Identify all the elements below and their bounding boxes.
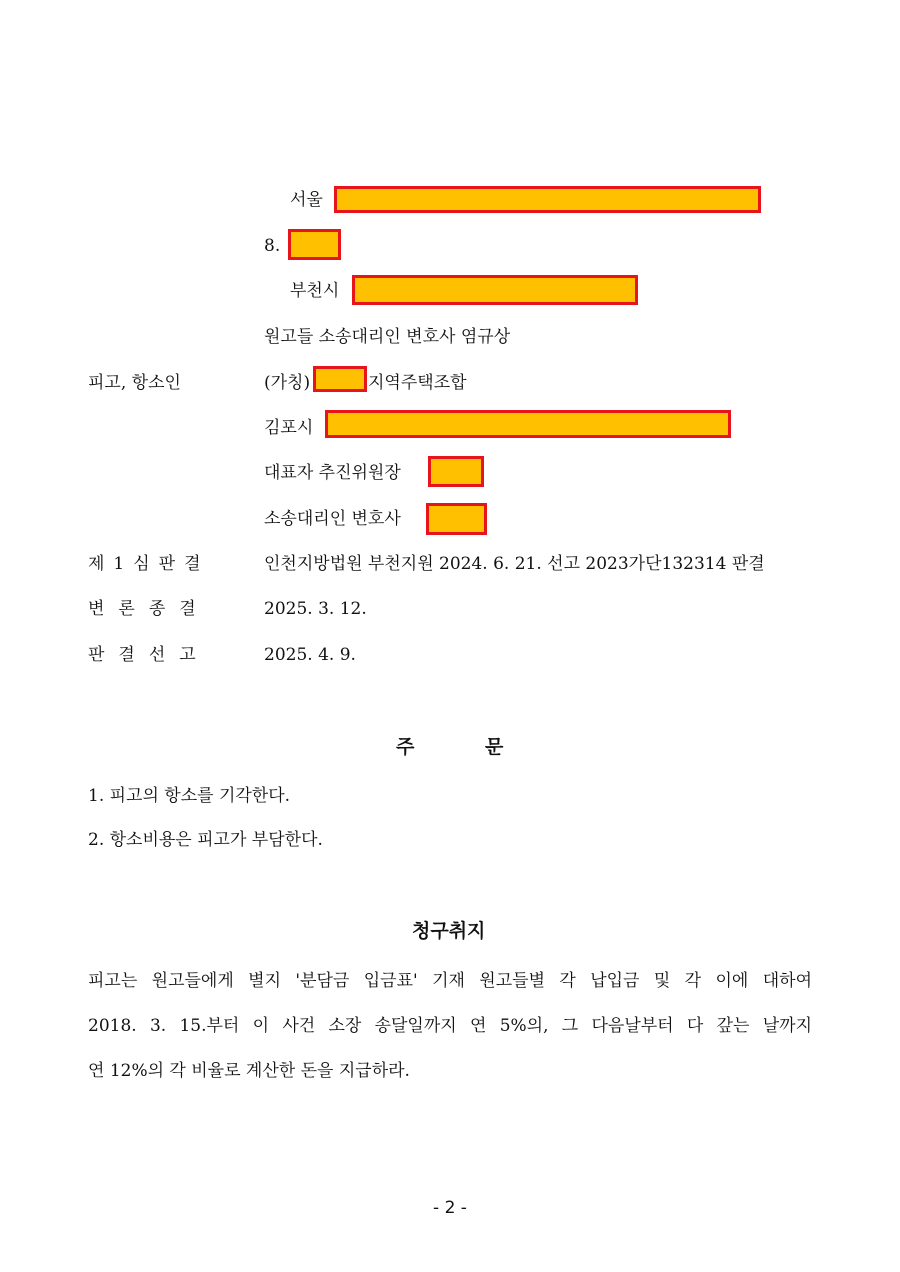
redaction-box-address-bucheon <box>352 275 638 305</box>
address-eight-label: 8. <box>264 236 281 256</box>
plaintiff-counsel: 원고들 소송대리인 변호사 염규상 <box>264 327 511 347</box>
redaction-box-representative <box>428 456 484 487</box>
address-gimpo-label: 김포시 <box>264 418 314 438</box>
defendant-name-prefix: (가칭) <box>264 373 311 393</box>
address-seoul-label: 서울 <box>290 190 323 210</box>
redaction-box-defendant-counsel <box>426 503 487 535</box>
defendant-label: 피고, 항소인 <box>88 373 181 393</box>
judgment-date-label: 판결선고 <box>88 645 210 665</box>
defendant-counsel-label: 소송대리인 변호사 <box>264 509 401 529</box>
claim-line-3: 연 12%의 각 비율로 계산한 돈을 지급하라. <box>88 1061 410 1081</box>
defendant-name-suffix: 지역주택조합 <box>368 373 467 393</box>
representative-label: 대표자 추진위원장 <box>264 463 401 483</box>
redaction-box-defendant-name <box>313 366 367 392</box>
redaction-box-address-seoul <box>334 186 761 213</box>
address-bucheon-label: 부천시 <box>290 281 340 301</box>
claim-line-1: 피고는 원고들에게 별지 '분담금 입금표' 기재 원고들별 각 납입금 및 각 이에 대하여 <box>88 971 812 991</box>
hearing-closed-label: 변론종결 <box>88 599 210 619</box>
judgment-date-value: 2025. 4. 9. <box>264 645 356 665</box>
redaction-box-name-eight <box>288 229 341 260</box>
claim-heading: 청구취지 <box>412 920 486 942</box>
redaction-box-address-gimpo <box>325 410 731 438</box>
first-instance-label: 제1심판결 <box>88 554 210 574</box>
order-item-2: 2. 항소비용은 피고가 부담한다. <box>88 830 323 850</box>
page-number: - 2 - <box>433 1198 467 1218</box>
order-heading-left: 주 <box>396 736 415 758</box>
order-heading-right: 문 <box>485 736 504 758</box>
hearing-closed-value: 2025. 3. 12. <box>264 599 367 619</box>
order-item-1: 1. 피고의 항소를 기각한다. <box>88 786 291 806</box>
claim-line-2: 2018. 3. 15.부터 이 사건 소장 송달일까지 연 5%의, 그 다음날부터 다 갚는 날까지 <box>88 1016 812 1036</box>
first-instance-value: 인천지방법원 부천지원 2024. 6. 21. 선고 2023가단132314 판결 <box>264 554 765 574</box>
